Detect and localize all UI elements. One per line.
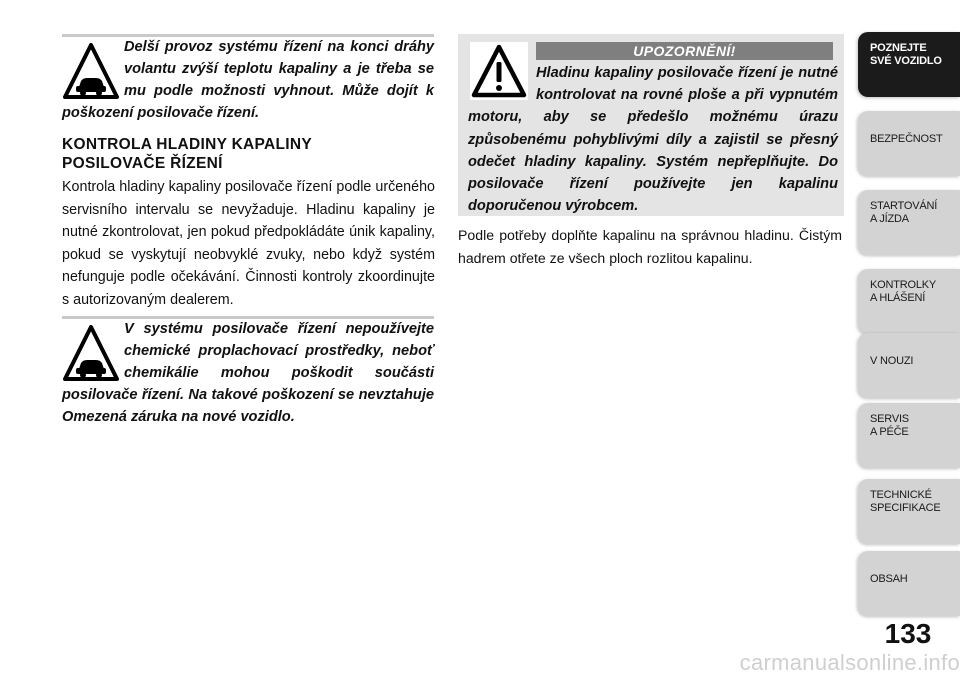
section-heading-line1: KONTROLA HLADINY KAPALINY xyxy=(62,136,313,153)
warning-box xyxy=(458,34,844,216)
section-heading-line2: POSILOVAČE ŘÍZENÍ xyxy=(62,155,223,172)
warning-text: Hladinu kapaliny posilovače řízení je nutné kontrolovat na rovné ploše a při vypnutém motoru, aby se předešlo možnému úrazu způsobenému pohyblivými díly a zajistil se přesný odečet hladiny kapaliny. Systém nepřeplňujte. Do posilovače řízení používejte jen kapalinu doporučenou výrobcem. xyxy=(468,65,838,215)
tab-starting-driving[interactable]: STARTOVÁNÍ A JÍZDA xyxy=(858,190,960,255)
page-number: 133 xyxy=(884,618,932,649)
caution-note-text: Delší provoz systému řízení na konci dráhy volantu zvýší teplotu kapaliny a je třeba se mu podle možnosti vyhnout. Může dojít k poškození posilovače řízení. xyxy=(62,39,434,121)
caution-note-text: V systému posilovače řízení nepoužívejte chemické proplachovací prostředky, neboť chemikálie mohou poškodit součásti posilovače řízení. Na takové poškození se nevztahuje Omezená záruka na nové vozidlo. xyxy=(62,321,434,425)
warning-title: UPOZORNĚNÍ! xyxy=(536,42,833,60)
refill-instructions: Podle potřeby doplňte kapalinu na správnou hladinu. Čistým hadrem otřete ze všech ploch rozlitou kapalinu. xyxy=(458,227,842,266)
tab-emergency[interactable]: V NOUZI xyxy=(858,333,960,398)
tab-service-care[interactable]: SERVIS A PÉČE xyxy=(858,403,960,468)
tab-safety[interactable]: BEZPEČNOST xyxy=(858,111,960,176)
tab-technical-specs[interactable]: TECHNICKÉ SPECIFIKACE xyxy=(858,479,960,544)
tab-know-your-vehicle[interactable]: POZNEJTE SVÉ VOZIDLO xyxy=(858,32,960,97)
section-body: Kontrola hladiny kapaliny posilovače řízení podle určeného servisního intervalu se nevyžaduje. Hladinu kapaliny je nutné zkontrolovat, jen pokud předpokládáte únik kapaliny, pokud se vyskytují neobvyklé zvuky, nebo když systém nefunguje podle očekávání. Činnosti kontroly zkoordinujte s autorizovaným dealerem. xyxy=(62,179,435,308)
section-heading xyxy=(62,135,442,173)
tab-warning-lights[interactable]: KONTROLKY A HLÁŠENÍ xyxy=(858,269,960,334)
watermark: carmanualsonline.info xyxy=(739,650,960,675)
tab-contents[interactable]: OBSAH xyxy=(858,551,960,616)
